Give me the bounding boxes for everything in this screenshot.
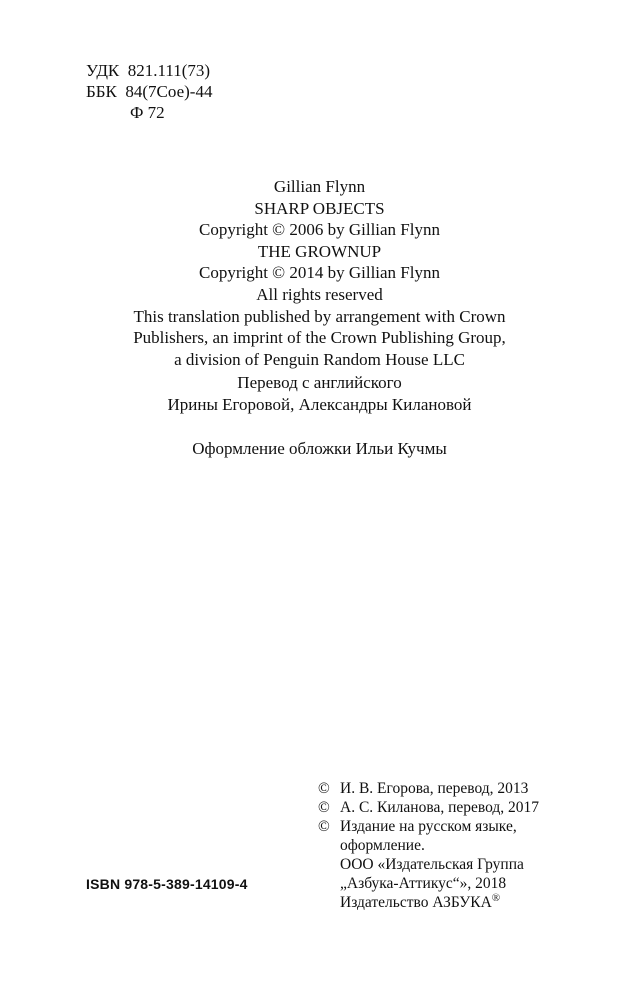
copyright-item [318,779,618,798]
copyright-item [318,817,618,855]
credit-line: Copyright © 2006 by Gillian Flynn [198,220,440,240]
isbn-number: ISBN 978-5-389-14109-4 [86,876,248,892]
copyright-symbol: © [318,799,330,816]
copyright-symbol: © [318,818,330,835]
credit-line: a division of Penguin Random House LLC [174,349,465,369]
credit-line: THE GROWNUP [257,241,382,261]
publisher-name: Издательство АЗБУКА [340,894,492,911]
credit-line: Gillian Flynn [273,177,366,196]
publisher-block [318,855,618,912]
registered-mark: ® [491,891,501,904]
copyright-notices [318,779,618,912]
cover-design-credit [0,438,639,460]
credit-line: SHARP OBJECTS [254,198,385,218]
credit-line: This translation published by arrangement with Crown [133,306,506,326]
udk-code: УДК 821.111(73) [86,61,211,80]
cover-line: Оформление обложки Ильи Кучмы [192,439,447,458]
credit-line: All rights reserved [256,284,383,304]
copyright-text: А. С. Киланова, перевод, 2017 [340,799,540,816]
copyright-symbol: © [318,780,330,797]
translation-credits [0,372,639,415]
copyright-text: оформление. [340,837,425,854]
author-mark: Ф 72 [130,103,165,122]
copyright-text: И. В. Егорова, перевод, 2013 [340,780,529,797]
translation-line: Ирины Егоровой, Александры Килановой [167,394,472,414]
bibliographic-codes [86,60,212,123]
original-credits [0,176,639,370]
bbk-code: ББК 84(7Сое)-44 [86,82,213,101]
publisher-line: ООО «Издательская Группа [340,856,524,873]
copyright-text: Издание на русском языке, [340,818,517,835]
credit-line: Publishers, an imprint of the Crown Publishing Group, [133,328,506,348]
credit-line: Copyright © 2014 by Gillian Flynn [198,263,440,283]
copyright-item [318,798,618,817]
translation-line: Перевод с английского [237,373,402,392]
publisher-line-brand [340,893,618,912]
publisher-line: „Азбука-Аттикус“», 2018 [340,875,507,892]
